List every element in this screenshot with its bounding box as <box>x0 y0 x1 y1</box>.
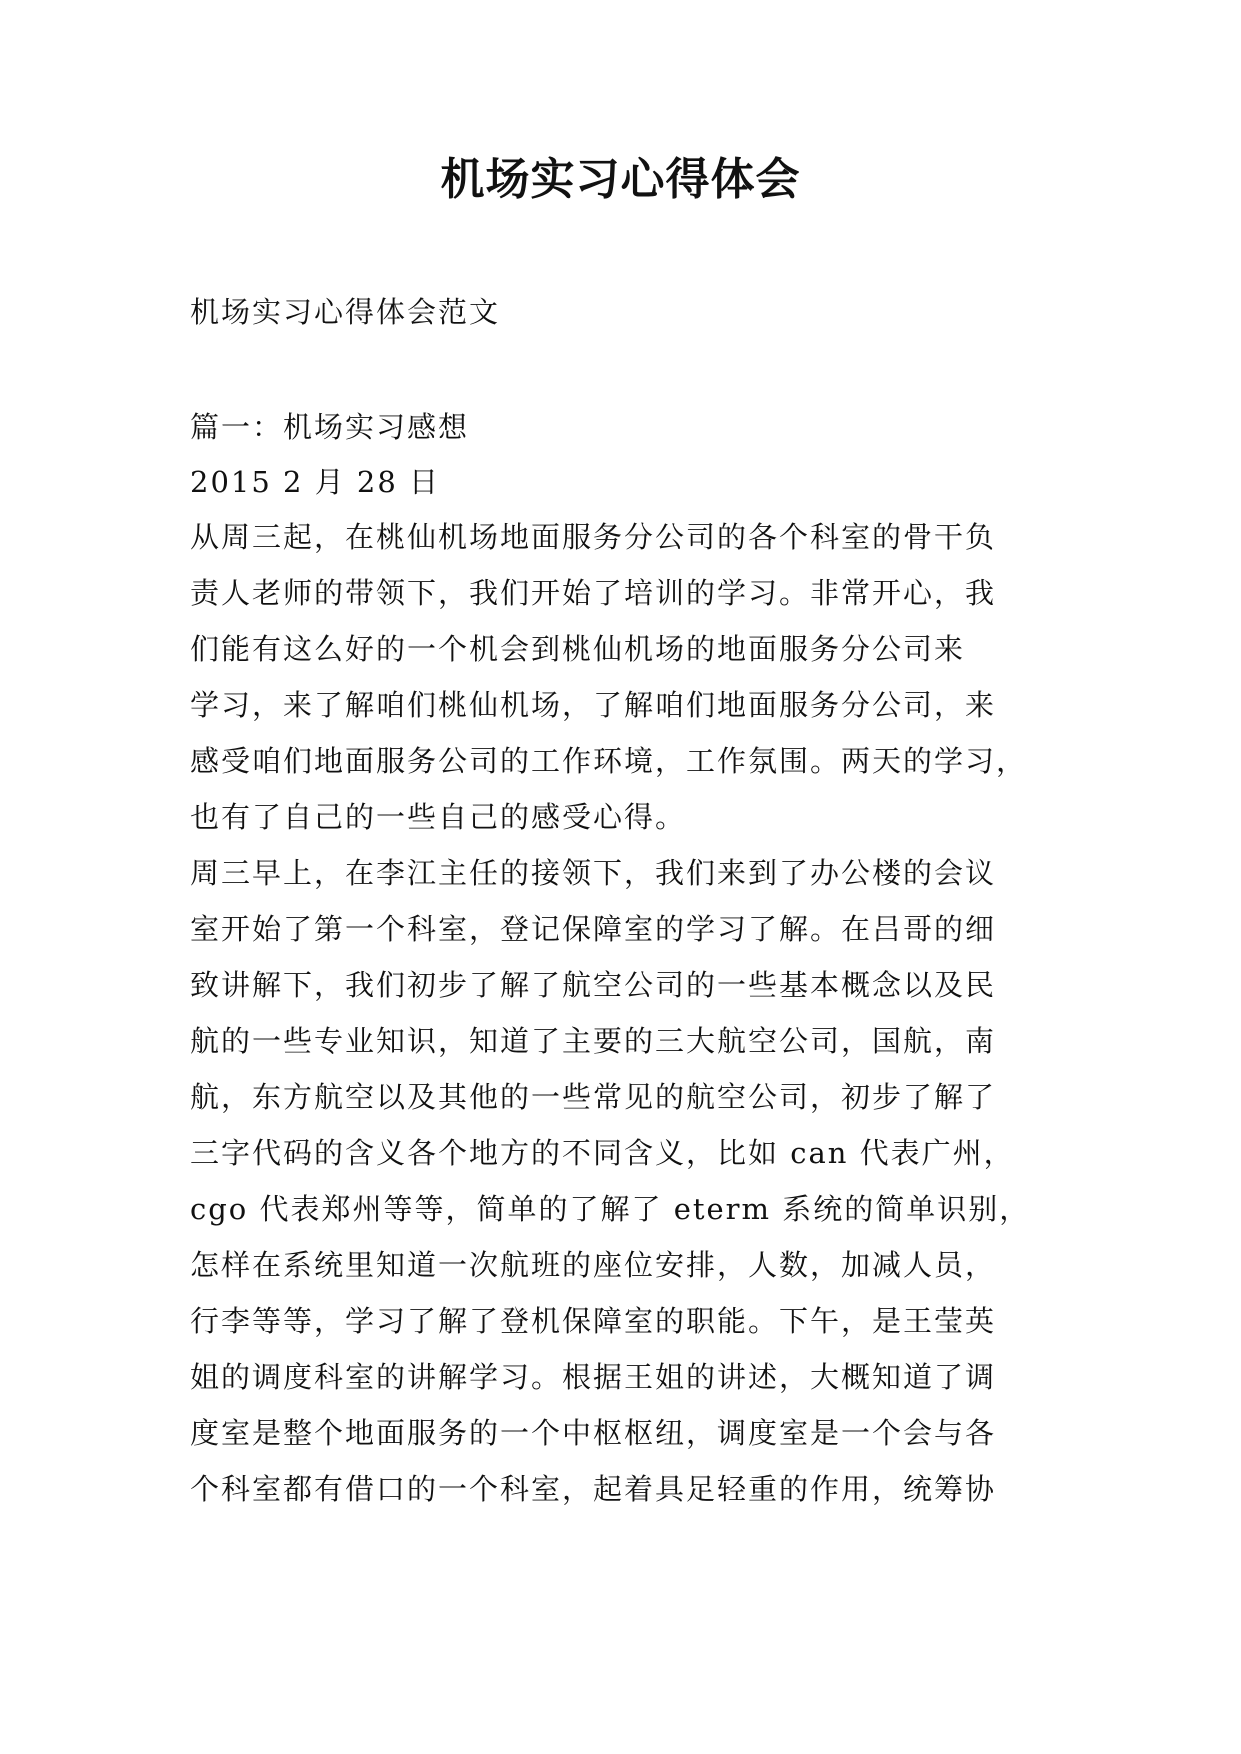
document-subtitle: 机场实习心得体会范文 <box>190 295 501 329</box>
paragraph-line: 航的一些专业知识，知道了主要的三大航空公司，国航，南 <box>190 1024 997 1058</box>
paragraph-line: 三字代码的含义各个地方的不同含义，比如 can 代表广州， <box>190 1136 1015 1170</box>
paragraph-line: 责人老师的带领下，我们开始了培训的学习。非常开心，我 <box>190 576 997 610</box>
paragraph-line: 航，东方航空以及其他的一些常见的航空公司，初步了解了 <box>190 1080 997 1114</box>
paragraph-line: 感受咱们地面服务公司的工作环境，工作氛围。两天的学习， <box>190 744 1028 778</box>
paragraph-line: 怎样在系统里知道一次航班的座位安排，人数，加减人员， <box>190 1248 997 1282</box>
paragraph-line: 姐的调度科室的讲解学习。根据王姐的讲述，大概知道了调 <box>190 1360 997 1394</box>
section-heading: 篇一：机场实习感想 <box>190 410 470 444</box>
paragraph-line: 周三早上，在李江主任的接领下，我们来到了办公楼的会议 <box>190 856 997 890</box>
paragraph-line: 行李等等，学习了解了登机保障室的职能。下午，是王莹英 <box>190 1304 997 1338</box>
paragraph-line: 学习，来了解咱们桃仙机场，了解咱们地面服务分公司，来 <box>190 688 997 722</box>
document-title: 机场实习心得体会 <box>440 154 801 205</box>
paragraph-line: 度室是整个地面服务的一个中枢枢纽，调度室是一个会与各 <box>190 1416 997 1450</box>
paragraph-line: 个科室都有借口的一个科室，起着具足轻重的作用，统筹协 <box>190 1472 997 1506</box>
paragraph-line: 们能有这么好的一个机会到桃仙机场的地面服务分公司来 <box>190 632 966 666</box>
document-date: 2015 2 月 28 日 <box>190 465 441 499</box>
paragraph-line: 也有了自己的一些自己的感受心得。 <box>190 800 687 834</box>
paragraph-line: 室开始了第一个科室，登记保障室的学习了解。在吕哥的细 <box>190 912 997 946</box>
paragraph-line: 致讲解下，我们初步了解了航空公司的一些基本概念以及民 <box>190 968 997 1002</box>
paragraph-line: 从周三起，在桃仙机场地面服务分公司的各个科室的骨干负 <box>190 520 997 554</box>
paragraph-line: cgo 代表郑州等等，简单的了解了 eterm 系统的简单识别， <box>190 1192 1031 1226</box>
